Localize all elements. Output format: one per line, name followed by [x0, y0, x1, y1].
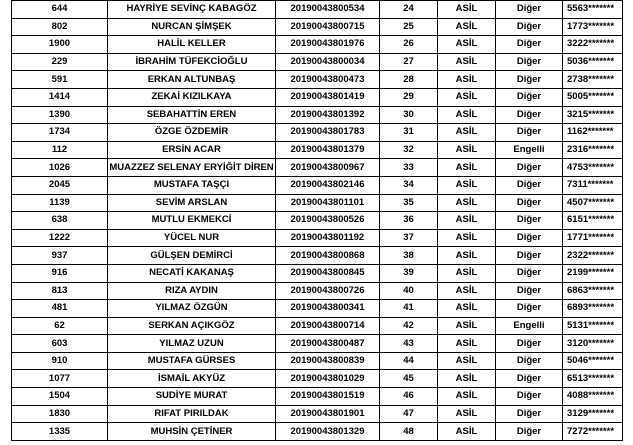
cell-masked-id: 7272******* — [563, 423, 623, 441]
cell-full-name: MUHSİN ÇETİNER — [108, 423, 276, 441]
cell-application-no: 20190043801976 — [276, 36, 380, 54]
cell-rank: 45 — [380, 370, 438, 388]
cell-masked-id: 7311******* — [563, 176, 623, 194]
cell-rank: 30 — [380, 106, 438, 124]
cell-quota: Diğer — [496, 300, 563, 318]
cell-sira-no: 112 — [12, 141, 108, 159]
cell-status: ASİL — [438, 423, 496, 441]
cell-quota: Diğer — [496, 405, 563, 423]
cell-status: ASİL — [438, 405, 496, 423]
cell-rank: 37 — [380, 229, 438, 247]
table-row — [12, 317, 623, 335]
cell-sira-no: 910 — [12, 352, 108, 370]
cell-sira-no: 229 — [12, 53, 108, 71]
cell-full-name: YÜCEL NUR — [108, 229, 276, 247]
cell-quota: Diğer — [496, 335, 563, 353]
cell-full-name: MUAZZEZ SELENAY ERYİĞİT DİREN — [108, 159, 276, 177]
cell-application-no: 20190043800714 — [276, 317, 380, 335]
cell-masked-id: 1773******* — [563, 18, 623, 36]
cell-rank: 43 — [380, 335, 438, 353]
cell-application-no: 20190043802146 — [276, 176, 380, 194]
cell-full-name: NURCAN ŞİMŞEK — [108, 18, 276, 36]
cell-full-name: SEVİM ARSLAN — [108, 194, 276, 212]
cell-status: ASİL — [438, 141, 496, 159]
cell-sira-no: 481 — [12, 300, 108, 318]
table-row — [12, 176, 623, 194]
cell-rank: 29 — [380, 88, 438, 106]
cell-sira-no: 1335 — [12, 423, 108, 441]
table-row — [12, 282, 623, 300]
cell-status: ASİL — [438, 176, 496, 194]
cell-masked-id: 1771******* — [563, 229, 623, 247]
cell-status: ASİL — [438, 352, 496, 370]
cell-masked-id: 2738******* — [563, 71, 623, 89]
table-row — [12, 212, 623, 230]
cell-rank: 36 — [380, 212, 438, 230]
cell-application-no: 20190043801419 — [276, 88, 380, 106]
cell-application-no: 20190043800839 — [276, 352, 380, 370]
cell-full-name: HAYRİYE SEVİNÇ KABAGÖZ — [108, 1, 276, 19]
cell-application-no: 20190043800341 — [276, 300, 380, 318]
cell-quota: Engelli — [496, 141, 563, 159]
cell-sira-no: 1414 — [12, 88, 108, 106]
cell-sira-no: 591 — [12, 71, 108, 89]
cell-application-no: 20190043800526 — [276, 212, 380, 230]
cell-sira-no: 603 — [12, 335, 108, 353]
cell-rank: 25 — [380, 18, 438, 36]
cell-status: ASİL — [438, 36, 496, 54]
table-row — [12, 229, 623, 247]
cell-sira-no: 638 — [12, 212, 108, 230]
cell-sira-no: 1390 — [12, 106, 108, 124]
table-row — [12, 88, 623, 106]
table-row — [12, 335, 623, 353]
cell-rank: 32 — [380, 141, 438, 159]
cell-quota: Diğer — [496, 1, 563, 19]
table-row — [12, 300, 623, 318]
cell-status: ASİL — [438, 229, 496, 247]
cell-status: ASİL — [438, 300, 496, 318]
cell-full-name: MUTLU EKMEKCİ — [108, 212, 276, 230]
cell-rank: 41 — [380, 300, 438, 318]
cell-masked-id: 4753******* — [563, 159, 623, 177]
cell-rank: 48 — [380, 423, 438, 441]
cell-masked-id: 6863******* — [563, 282, 623, 300]
cell-status: ASİL — [438, 264, 496, 282]
cell-sira-no: 1026 — [12, 159, 108, 177]
table-row — [12, 352, 623, 370]
cell-quota: Engelli — [496, 317, 563, 335]
cell-sira-no: 937 — [12, 247, 108, 265]
cell-application-no: 20190043800967 — [276, 159, 380, 177]
cell-status: ASİL — [438, 370, 496, 388]
cell-sira-no: 813 — [12, 282, 108, 300]
cell-quota: Diğer — [496, 88, 563, 106]
cell-status: ASİL — [438, 18, 496, 36]
table-row — [12, 388, 623, 406]
cell-masked-id: 4088******* — [563, 388, 623, 406]
cell-status: ASİL — [438, 282, 496, 300]
table-row — [12, 194, 623, 212]
cell-full-name: GÜLŞEN DEMİRCİ — [108, 247, 276, 265]
cell-quota: Diğer — [496, 423, 563, 441]
cell-rank: 34 — [380, 176, 438, 194]
cell-full-name: YILMAZ ÖZGÜN — [108, 300, 276, 318]
cell-status: ASİL — [438, 71, 496, 89]
table-row — [12, 423, 623, 441]
cell-status: ASİL — [438, 124, 496, 142]
cell-status: ASİL — [438, 88, 496, 106]
cell-application-no: 20190043801783 — [276, 124, 380, 142]
cell-application-no: 20190043800534 — [276, 1, 380, 19]
cell-application-no: 20190043800473 — [276, 71, 380, 89]
cell-rank: 26 — [380, 36, 438, 54]
cell-full-name: MUSTAFA TAŞÇI — [108, 176, 276, 194]
cell-masked-id: 6513******* — [563, 370, 623, 388]
cell-sira-no: 2045 — [12, 176, 108, 194]
cell-masked-id: 4507******* — [563, 194, 623, 212]
cell-masked-id: 5005******* — [563, 88, 623, 106]
cell-sira-no: 916 — [12, 264, 108, 282]
cell-full-name: SEBAHATTİN EREN — [108, 106, 276, 124]
cell-status: ASİL — [438, 194, 496, 212]
table-row — [12, 159, 623, 177]
table-row — [12, 264, 623, 282]
cell-status: ASİL — [438, 317, 496, 335]
cell-sira-no: 62 — [12, 317, 108, 335]
table-row — [12, 1, 623, 19]
cell-application-no: 20190043801901 — [276, 405, 380, 423]
cell-sira-no: 1734 — [12, 124, 108, 142]
cell-application-no: 20190043800868 — [276, 247, 380, 265]
cell-masked-id: 6151******* — [563, 212, 623, 230]
cell-sira-no: 1077 — [12, 370, 108, 388]
cell-masked-id: 2322******* — [563, 247, 623, 265]
cell-masked-id: 3215******* — [563, 106, 623, 124]
cell-status: ASİL — [438, 388, 496, 406]
cell-full-name: SERKAN AÇIKGÖZ — [108, 317, 276, 335]
cell-full-name: İBRAHİM TÜFEKCİOĞLU — [108, 53, 276, 71]
cell-application-no: 20190043800487 — [276, 335, 380, 353]
cell-status: ASİL — [438, 335, 496, 353]
cell-rank: 39 — [380, 264, 438, 282]
cell-quota: Diğer — [496, 352, 563, 370]
cell-quota: Diğer — [496, 282, 563, 300]
cell-application-no: 20190043801379 — [276, 141, 380, 159]
cell-rank: 40 — [380, 282, 438, 300]
cell-quota: Diğer — [496, 106, 563, 124]
cell-masked-id: 5046******* — [563, 352, 623, 370]
cell-status: ASİL — [438, 212, 496, 230]
cell-rank: 47 — [380, 405, 438, 423]
cell-quota: Diğer — [496, 194, 563, 212]
cell-quota: Diğer — [496, 124, 563, 142]
cell-quota: Diğer — [496, 71, 563, 89]
cell-masked-id: 3222******* — [563, 36, 623, 54]
table-row — [12, 106, 623, 124]
cell-rank: 38 — [380, 247, 438, 265]
cell-sira-no: 1900 — [12, 36, 108, 54]
cell-sira-no: 1830 — [12, 405, 108, 423]
cell-application-no: 20190043800034 — [276, 53, 380, 71]
table-row — [12, 36, 623, 54]
cell-sira-no: 1139 — [12, 194, 108, 212]
cell-quota: Diğer — [496, 370, 563, 388]
cell-status: ASİL — [438, 106, 496, 124]
cell-full-name: İSMAİL AKYÜZ — [108, 370, 276, 388]
cell-rank: 28 — [380, 71, 438, 89]
cell-full-name: ÖZGE ÖZDEMİR — [108, 124, 276, 142]
cell-masked-id: 3129******* — [563, 405, 623, 423]
table-row — [12, 71, 623, 89]
results-table — [11, 0, 623, 441]
cell-full-name: MUSTAFA GÜRSES — [108, 352, 276, 370]
cell-application-no: 20190043801329 — [276, 423, 380, 441]
cell-rank: 44 — [380, 352, 438, 370]
cell-application-no: 20190043801392 — [276, 106, 380, 124]
cell-masked-id: 1162******* — [563, 124, 623, 142]
cell-rank: 27 — [380, 53, 438, 71]
table-row — [12, 124, 623, 142]
cell-rank: 46 — [380, 388, 438, 406]
cell-rank: 35 — [380, 194, 438, 212]
cell-quota: Diğer — [496, 176, 563, 194]
cell-masked-id: 5563******* — [563, 1, 623, 19]
table-row — [12, 18, 623, 36]
cell-full-name: HALİL KELLER — [108, 36, 276, 54]
cell-sira-no: 1504 — [12, 388, 108, 406]
table-row — [12, 370, 623, 388]
cell-full-name: RIZA AYDIN — [108, 282, 276, 300]
cell-rank: 42 — [380, 317, 438, 335]
cell-quota: Diğer — [496, 212, 563, 230]
cell-masked-id: 6893******* — [563, 300, 623, 318]
cell-quota: Diğer — [496, 247, 563, 265]
table-row — [12, 405, 623, 423]
cell-application-no: 20190043801519 — [276, 388, 380, 406]
table-row — [12, 53, 623, 71]
cell-masked-id: 2316******* — [563, 141, 623, 159]
cell-masked-id: 5131******* — [563, 317, 623, 335]
cell-sira-no: 802 — [12, 18, 108, 36]
cell-full-name: NECATİ KAKANAŞ — [108, 264, 276, 282]
cell-quota: Diğer — [496, 388, 563, 406]
cell-quota: Diğer — [496, 159, 563, 177]
cell-quota: Diğer — [496, 53, 563, 71]
cell-application-no: 20190043801192 — [276, 229, 380, 247]
cell-full-name: ERKAN ALTUNBAŞ — [108, 71, 276, 89]
cell-application-no: 20190043800715 — [276, 18, 380, 36]
cell-application-no: 20190043801101 — [276, 194, 380, 212]
cell-quota: Diğer — [496, 229, 563, 247]
cell-full-name: ERSİN ACAR — [108, 141, 276, 159]
cell-status: ASİL — [438, 159, 496, 177]
cell-rank: 24 — [380, 1, 438, 19]
cell-quota: Diğer — [496, 36, 563, 54]
cell-masked-id: 3120******* — [563, 335, 623, 353]
table-row — [12, 141, 623, 159]
cell-rank: 31 — [380, 124, 438, 142]
cell-masked-id: 5036******* — [563, 53, 623, 71]
cell-full-name: RIFAT PIRILDAK — [108, 405, 276, 423]
cell-full-name: ZEKAİ KIZILKAYA — [108, 88, 276, 106]
cell-status: ASİL — [438, 1, 496, 19]
cell-application-no: 20190043800845 — [276, 264, 380, 282]
cell-full-name: SUDİYE MURAT — [108, 388, 276, 406]
cell-sira-no: 1222 — [12, 229, 108, 247]
cell-masked-id: 2199******* — [563, 264, 623, 282]
table-body — [12, 1, 623, 441]
table-row — [12, 247, 623, 265]
cell-full-name: YILMAZ UZUN — [108, 335, 276, 353]
cell-sira-no: 644 — [12, 1, 108, 19]
cell-rank: 33 — [380, 159, 438, 177]
cell-status: ASİL — [438, 53, 496, 71]
cell-quota: Diğer — [496, 264, 563, 282]
cell-application-no: 20190043800726 — [276, 282, 380, 300]
cell-quota: Diğer — [496, 18, 563, 36]
cell-application-no: 20190043801029 — [276, 370, 380, 388]
cell-status: ASİL — [438, 247, 496, 265]
